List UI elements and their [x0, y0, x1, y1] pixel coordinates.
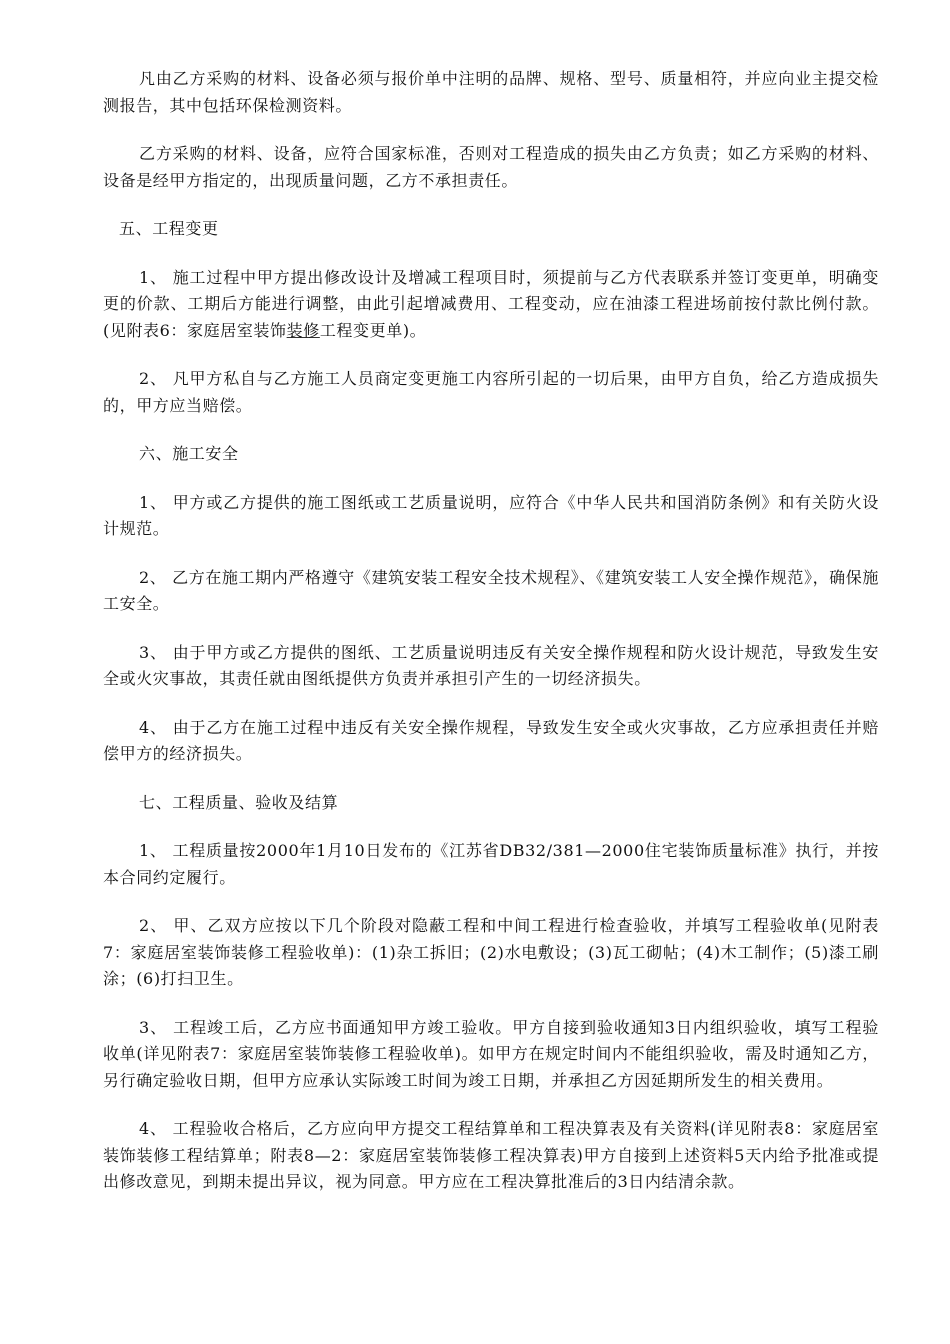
paragraph-7-4: 4、 工程验收合格后，乙方应向甲方提交工程结算单和工程决算表及有关资料(详见附表8：家庭居室装饰装修工程结算单；附表8—2：家庭居室装饰装修工程决算表)甲方自接到上述资料5天内给予批准或提出修改意见，到期未提出异议，视为同意。甲方应在工程决算批准后的3日内结清余款。	[103, 1119, 879, 1191]
paragraph-6-3: 3、 由于甲方或乙方提供的图纸、工艺质量说明违反有关安全操作规程和防火设计规范，导致发生安全或火灾事故，其责任就由图纸提供方负责并承担引产生的一切经济损失。	[103, 642, 879, 688]
paragraph-5-1	[103, 265, 879, 345]
paragraph-6-4: 4、 由于乙方在施工过程中违反有关安全操作规程，导致发生安全或火灾事故，乙方应承担责任并赔偿甲方的经济损失。	[103, 717, 879, 763]
section-heading-7: 七、工程质量、验收及结算	[139, 792, 339, 812]
paragraph-7-3: 3、 工程竣工后，乙方应书面通知甲方竣工验收。甲方自接到验收通知3日内组织验收，填写工程验收单(详见附表7：家庭居室装饰装修工程验收单)。如甲方在规定时间内不能组织验收，需及时通知乙方，另行确定验收日期，但甲方应承认实际竣工时间为竣工日期，并承担乙方因延期所发生的相关费用。	[103, 1017, 879, 1090]
paragraph-materials-standard: 乙方采购的材料、设备，应符合国家标准，否则对工程造成的损失由乙方负责；如乙方采购的材料、设备是经甲方指定的，出现质量问题，乙方不承担责任。	[103, 144, 879, 190]
contract-page	[103, 66, 879, 1218]
paragraph-7-1: 1、 工程质量按2000年1月10日发布的《江苏省DB32/381—2000住宅装饰质量标准》执行，并按本合同约定履行。	[103, 841, 879, 887]
section-heading-6: 六、施工安全	[139, 444, 239, 463]
paragraph-5-1-text-a: 1、 施工过程中甲方提出修改设计及增减工程项目时，须提前与乙方代表联系并签订变更单，明确变更的价款、工期后方能进行调整，由此引起增减费用、工程变动，应在油漆工程进场前按付款比例付款。(见附表6：家庭居室装饰	[103, 267, 879, 340]
paragraph-5-1-underlined: 装修	[286, 320, 320, 340]
paragraph-5-2: 2、 凡甲方私自与乙方施工人员商定变更施工内容所引起的一切后果，由甲方自负，给乙方造成损失的，甲方应当赔偿。	[103, 369, 879, 415]
section-heading-5: 五、工程变更	[119, 219, 219, 238]
paragraph-6-2: 2、 乙方在施工期内严格遵守《建筑安装工程安全技术规程》、《建筑安装工人安全操作规范》，确保施工安全。	[103, 567, 879, 613]
paragraph-materials-brand: 凡由乙方采购的材料、设备必须与报价单中注明的品牌、规格、型号、质量相符，并应向业主提交检测报告，其中包括环保检测资料。	[103, 69, 879, 115]
paragraph-5-1-text-c: 工程变更单)。	[319, 320, 427, 340]
paragraph-7-2: 2、 甲、乙双方应按以下几个阶段对隐蔽工程和中间工程进行检查验收，并填写工程验收单(见附表7：家庭居室装饰装修工程验收单)：(1)杂工拆旧；(2)水电敷设；(3)瓦工砌帖；(4)木工制作；(5)漆工刷涂；(6)打扫卫生。	[103, 916, 879, 988]
paragraph-6-1: 1、 甲方或乙方提供的施工图纸或工艺质量说明，应符合《中华人民共和国消防条例》和有关防火设计规范。	[103, 492, 879, 538]
